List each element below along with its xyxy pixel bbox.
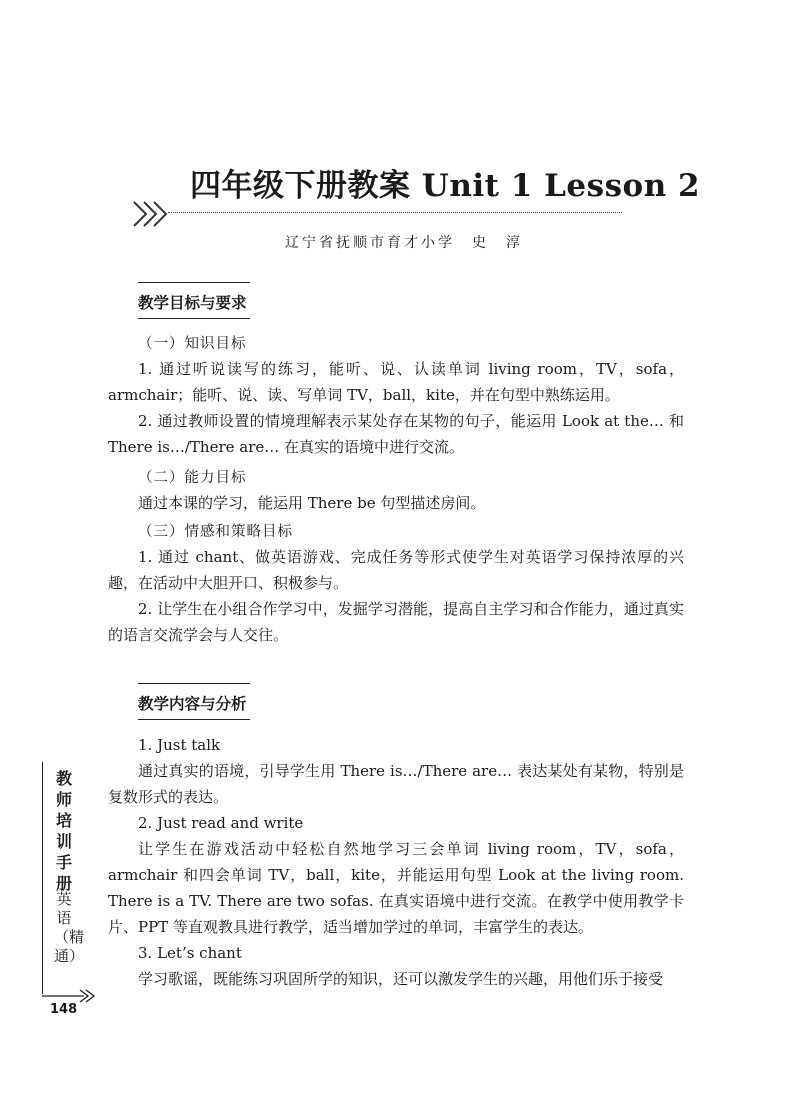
sidebar-book-subtitle: 英语（精通）	[54, 890, 85, 965]
author-line: 辽宁省抚顺市育才小学 史 淳	[285, 235, 523, 251]
section-rule-top	[138, 282, 250, 283]
section-heading-goals: 教学目标与要求	[138, 294, 247, 312]
paragraph: 1. 通过听说读写的练习，能听、说、认读单词 living room，TV，sofa，armchair；能听、说、读、写单词 TV，ball，kite，并在句型中熟练运用。	[108, 360, 684, 404]
chevron-arrows-icon	[132, 198, 172, 230]
paragraph: 让学生在游戏活动中轻松自然地学习三会单词 living room，TV，sofa，armchair 和四会单词 TV，ball，kite，并能运用句型 Look at the living room. There is a TV. There are two sofas. 在真实语境中进行交流。在教学中使用教学卡片、PPT 等直观教具进行教学，适当增加学过的单词，丰富学生的表达。	[108, 840, 684, 936]
subheading-affective: （三）情感和策略目标	[138, 524, 293, 540]
paragraph: 2. 通过教师设置的情境理解表示某处存在某物的句子，能运用 Look at the… 和 There is…/There are… 在真实的语境中进行交流。	[108, 412, 684, 456]
section-heading-content: 教学内容与分析	[138, 695, 247, 713]
section-rule-bottom	[138, 719, 250, 720]
page-number: 148	[50, 1002, 78, 1017]
section-rule-bottom	[138, 318, 250, 319]
paragraph: 2. Just read and write	[138, 814, 304, 832]
sidebar-rule	[42, 762, 43, 994]
page-title: 四年级下册教案 Unit 1 Lesson 2	[190, 168, 701, 204]
paragraph: 通过本课的学习，能运用 There be 句型描述房间。	[138, 494, 486, 512]
subheading-knowledge: （一）知识目标	[138, 336, 247, 352]
paragraph: 学习歌谣，既能练习巩固所学的知识，还可以激发学生的兴趣，用他们乐于接受	[138, 970, 664, 988]
paragraph: 1. Just talk	[138, 736, 221, 754]
paragraph: 3. Let’s chant	[138, 944, 242, 962]
paragraph: 2. 让学生在小组合作学习中，发掘学习潜能，提高自主学习和合作能力，通过真实的语言交流学会与人交往。	[108, 600, 684, 644]
title-dotted-divider	[168, 212, 622, 213]
sidebar-book-title: 教师培训手册	[55, 769, 72, 893]
section-rule-top	[138, 683, 250, 684]
paragraph: 1. 通过 chant、做英语游戏、完成任务等形式使学生对英语学习保持浓厚的兴趣，在活动中大胆开口、积极参与。	[108, 548, 684, 592]
paragraph: 通过真实的语境，引导学生用 There is…/There are… 表达某处有某物，特别是复数形式的表达。	[108, 762, 684, 806]
subheading-ability: （二）能力目标	[138, 470, 247, 486]
